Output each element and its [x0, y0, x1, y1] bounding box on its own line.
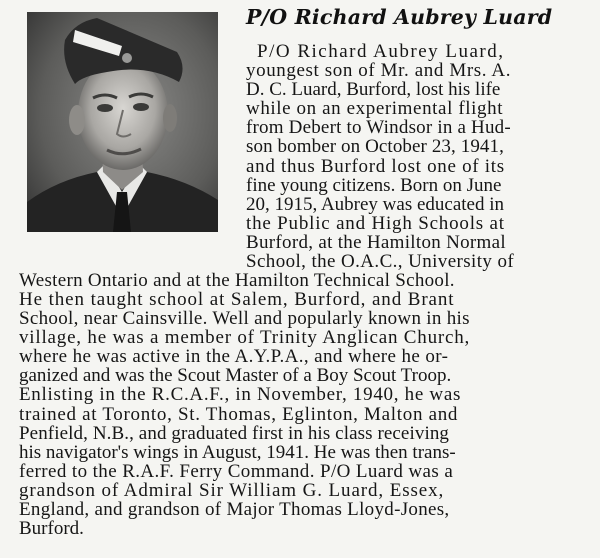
article-title: P/O Richard Aubrey Luard [246, 5, 553, 29]
body-line-6: son bomber on October 23, 1941, [246, 136, 504, 158]
body-line-22: his navigator's wings in August, 1941. He was then trans- [19, 441, 456, 463]
body-line-25: England, and grandson of Major Thomas Lloyd-Jones, [19, 498, 450, 520]
body-line-13: Western Ontario and at the Hamilton Technical School. [19, 270, 455, 291]
body-line-15: School, near Cainsville. Well and popularly known in his [19, 308, 470, 330]
body-line-17: where he was active in the A.Y.P.A., and where he or- [19, 346, 449, 368]
body-line-12: School, the O.A.C., University of [246, 250, 515, 272]
body-line-3: D. C. Luard, Burford, lost his life [246, 79, 501, 101]
body-line-18: ganized and was the Scout Master of a Boy Scout Troop. [19, 365, 452, 387]
body-line-4: while on an experimental flight [246, 98, 504, 120]
body-line-21: Penfield, N.B., and graduated first in his class receiving [19, 422, 450, 444]
body-line-7: and thus Burford lost one of its [246, 155, 505, 177]
body-line-19: Enlisting in the R.C.A.F., in November, 1940, he was [19, 384, 462, 406]
body-line-10: the Public and High Schools at [246, 212, 505, 234]
body-line-16: village, he was a member of Trinity Anglican Church, [19, 327, 471, 349]
body-line-9: 20, 1915, Aubrey was educated in [246, 193, 505, 215]
portrait-image [27, 12, 218, 232]
body-line-2: youngest son of Mr. and Mrs. A. [246, 60, 512, 82]
body-line-20: trained at Toronto, St. Thomas, Eglinton, Malton and [19, 403, 459, 425]
body-line-8: fine young citizens. Born on June [246, 174, 502, 196]
body-line-24: grandson of Admiral Sir William G. Luard, Essex, [19, 479, 445, 501]
body-line-5: from Debert to Windsor in a Hud- [246, 117, 511, 139]
body-line-26: Burford. [19, 518, 84, 539]
body-line-11: Burford, at the Hamilton Normal [246, 231, 506, 253]
body-line-1: P/O Richard Aubrey Luard, [257, 41, 505, 62]
body-line-14: He then taught school at Salem, Burford, and Brant [19, 289, 455, 310]
body-line-23: ferred to the R.A.F. Ferry Command. P/O Luard was a [19, 460, 454, 482]
portrait-photo [27, 12, 218, 232]
